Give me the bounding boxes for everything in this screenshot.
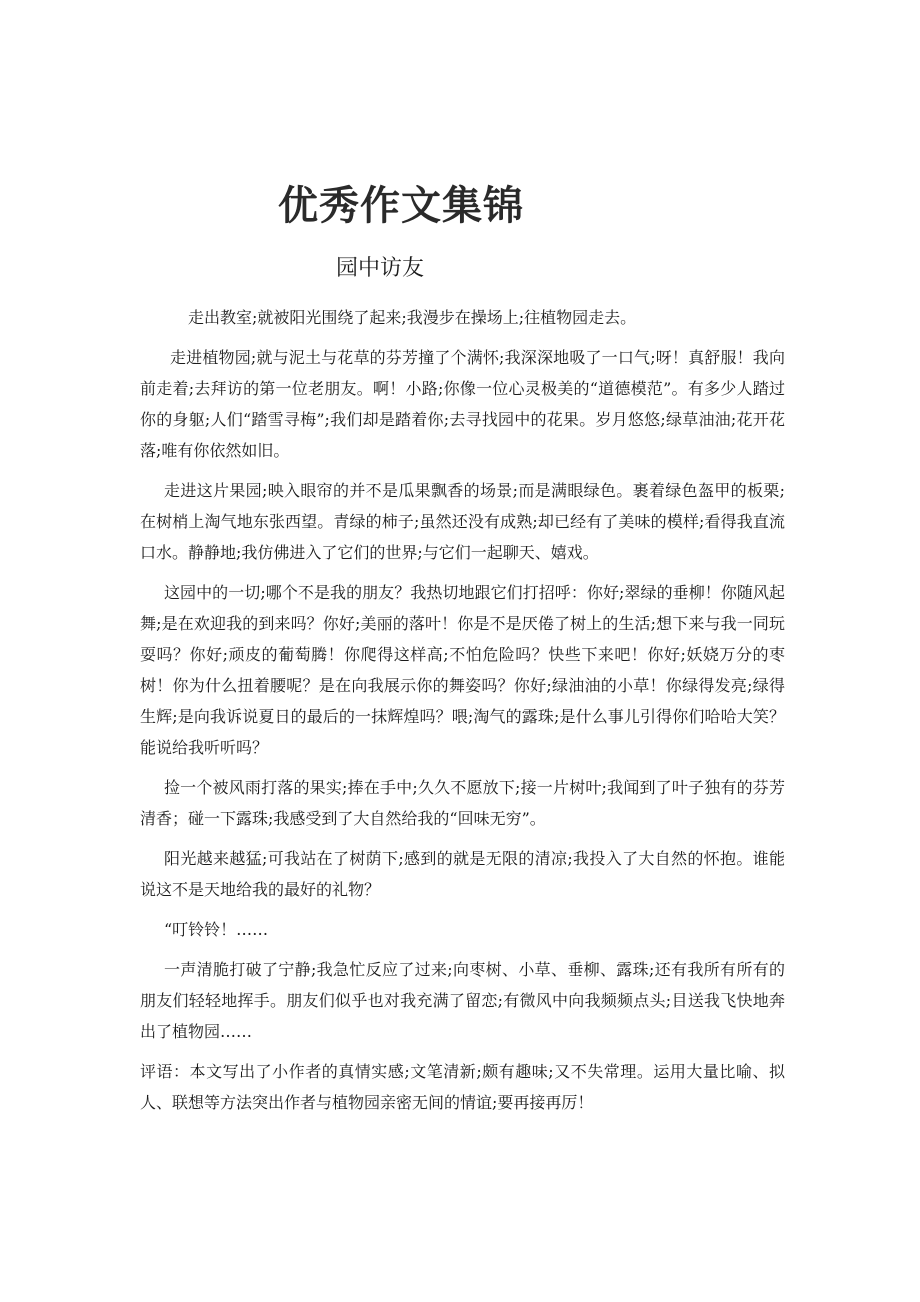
paragraph: 走出教室;就被阳光围绕了起来;我漫步在操场上;往植物园走去。 xyxy=(188,308,637,327)
paragraph: 走进植物园;就与泥土与花草的芬芳撞了个满怀;我深深地吸了一口气;呀！真舒服！我向前走着;去拜访的第一位老朋友。啊！小路;你像一位心灵极美的“道德模范”。有多少人踏过你的身躯;人们“踏雪寻梅”;我们却是踏着你;去寻找园中的花果。岁月悠悠;绿草油油;花开花落;唯有你依然如旧。 xyxy=(140,348,785,460)
paragraph: 这园中的一切;哪个不是我的朋友？我热切地跟它们打招呼：你好;翠绿的垂柳！你随风起舞;是在欢迎我的到来吗？你好;美丽的落叶！你是不是厌倦了树上的生活;想下来与我一同玩耍吗？你好;顽皮的葡萄腾！你爬得这样高;不怕危险吗？快些下来吧！你好;妖娆万分的枣树！你为什么扭着腰呢？是在向我展示你的舞姿吗？你好;绿油油的小草！你绿得发亮;绿得生辉;是向我诉说夏日的最后的一抹辉煌吗？喂;淘气的露珠;是什么事儿引得你们哈哈大笑？能说给我听听吗？ xyxy=(140,583,785,757)
main-title: 优秀作文集锦 xyxy=(278,183,524,229)
essay-title: 园中访友 xyxy=(336,256,425,281)
paragraph: 阳光越来越猛;可我站在了树荫下;感到的就是无限的清凉;我投入了大自然的怀抱。谁能说这不是天地给我的最好的礼物？ xyxy=(140,849,785,899)
essay-body xyxy=(140,302,785,1118)
paragraph: 一声清脆打破了宁静;我急忙反应了过来;向枣树、小草、垂柳、露珠;还有我所有所有的朋友们轻轻地挥手。朋友们似乎也对我充满了留恋;有微风中向我频频点头;目送我飞快地奔出了植物园…… xyxy=(140,960,785,1041)
paragraph: 走进这片果园;映入眼帘的并不是瓜果飘香的场景;而是满眼绿色。裹着绿色盔甲的板栗;在树梢上淘气地东张西望。青绿的柿子;虽然还没有成熟;却已经有了美味的模样;看得我直流口水。静静地;我仿佛进入了它们的世界;与它们一起聊天、嬉戏。 xyxy=(140,481,785,562)
paragraph: “叮铃铃！…… xyxy=(164,920,269,939)
teacher-comment: 评语：本文写出了小作者的真情实感;文笔清新;颇有趣味;又不失常理。运用大量比喻、拟人、联想等方法突出作者与植物园亲密无间的情谊;要再接再厉！ xyxy=(140,1062,785,1112)
paragraph: 捡一个被风雨打落的果实;捧在手中;久久不愿放下;接一片树叶;我闻到了叶子独有的芬芳清香；碰一下露珠;我感受到了大自然给我的“回味无穷”。 xyxy=(140,778,785,828)
